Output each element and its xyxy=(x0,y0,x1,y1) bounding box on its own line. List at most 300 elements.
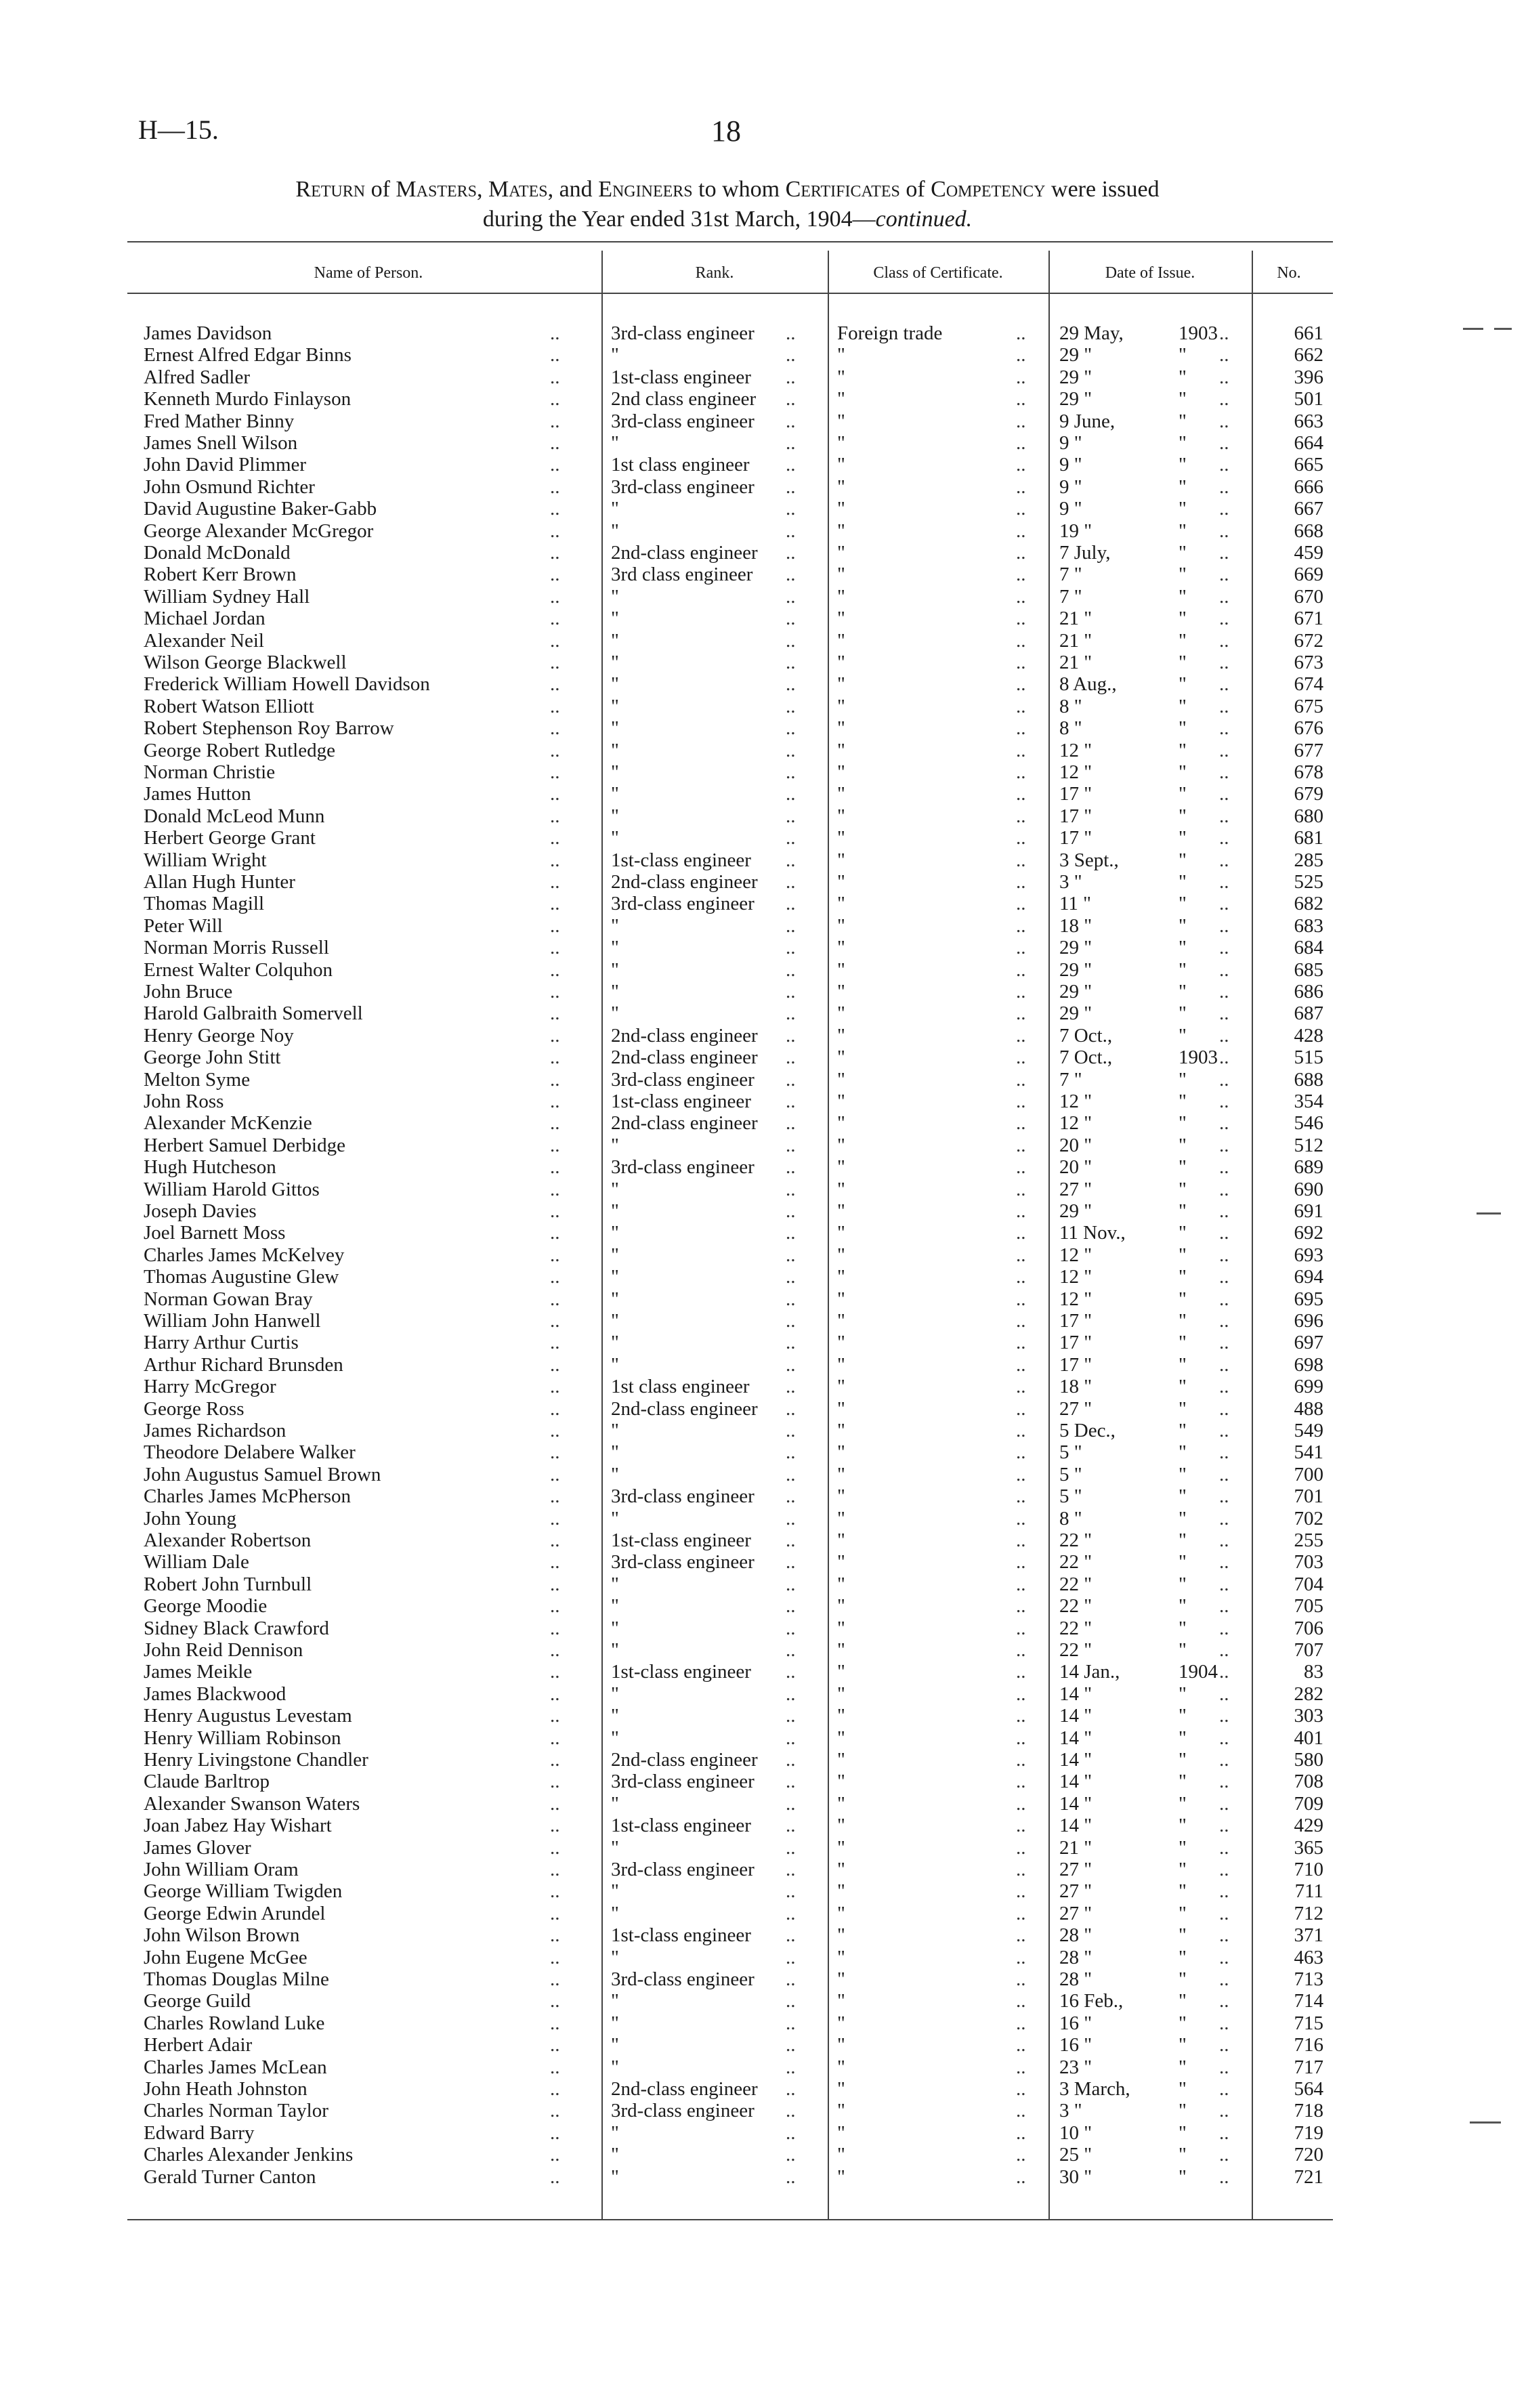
person-name: Henry George Noy xyxy=(144,1024,294,1047)
leader-dots: .. xyxy=(1016,454,1026,476)
certificate-class-cell: " xyxy=(837,454,845,476)
table-row xyxy=(0,454,1528,476)
certificate-number-cell: 665 xyxy=(1294,454,1323,476)
issue-year-cell: " xyxy=(1179,498,1187,520)
certificate-class-cell: " xyxy=(837,432,845,454)
issue-year-cell: " xyxy=(1179,652,1187,673)
issue-date-cell: 29 " xyxy=(1059,388,1092,410)
certificate-class-cell: " xyxy=(837,1485,845,1508)
certificate-class-cell: " xyxy=(837,1420,845,1441)
issue-year-cell: " xyxy=(1179,1353,1187,1376)
table-row xyxy=(0,1441,1528,1463)
leader-dots: .. xyxy=(786,1507,796,1529)
certificate-number-cell: 285 xyxy=(1294,849,1323,871)
table-row xyxy=(0,1639,1528,1661)
issue-date-cell: 28 " xyxy=(1059,1924,1092,1947)
issue-year-cell: " xyxy=(1179,1836,1187,1859)
leader-dots: .. xyxy=(550,1353,560,1376)
leader-dots: .. xyxy=(1219,1639,1229,1661)
leader-dots: .. xyxy=(1016,2034,1026,2056)
rank-cell: " xyxy=(611,673,619,696)
certificate-class-cell: " xyxy=(837,1178,845,1200)
leader-dots: .. xyxy=(1016,1353,1026,1376)
leader-dots: .. xyxy=(550,498,560,520)
issue-date-cell: 5 Dec., xyxy=(1059,1420,1116,1441)
person-name: William Harold Gittos xyxy=(144,1178,320,1200)
issue-year-cell: " xyxy=(1179,1091,1187,1112)
leader-dots: .. xyxy=(786,542,796,564)
issue-year-cell: " xyxy=(1179,1068,1187,1091)
leader-dots: .. xyxy=(1016,1332,1026,1354)
leader-dots: .. xyxy=(1219,1266,1229,1288)
rank-cell: " xyxy=(611,1002,619,1025)
rank-cell: " xyxy=(611,2144,619,2166)
certificate-class-cell: " xyxy=(837,1332,845,1354)
certificate-number-cell: 701 xyxy=(1294,1485,1323,1508)
table-row xyxy=(0,2100,1528,2121)
issue-year-cell: " xyxy=(1179,937,1187,959)
leader-dots: .. xyxy=(550,542,560,564)
leader-dots: .. xyxy=(550,783,560,805)
table-row xyxy=(0,1573,1528,1595)
certificate-class-cell: " xyxy=(837,1617,845,1639)
table-row xyxy=(0,1069,1528,1091)
certificate-class-cell: " xyxy=(837,366,845,388)
leader-dots: .. xyxy=(786,1397,796,1420)
certificate-class-cell: " xyxy=(837,1924,845,1947)
table-row xyxy=(0,1661,1528,1683)
leader-dots: .. xyxy=(550,849,560,871)
leader-dots: .. xyxy=(550,1880,560,1903)
leader-dots: .. xyxy=(1219,2144,1229,2166)
person-name: Charles Rowland Luke xyxy=(144,2012,325,2034)
rank-cell: " xyxy=(611,914,619,937)
table-row xyxy=(0,696,1528,717)
issue-date-cell: 27 " xyxy=(1059,1178,1092,1200)
leader-dots: .. xyxy=(786,761,796,783)
issue-date-cell: 7 " xyxy=(1059,585,1082,608)
issue-year-cell: " xyxy=(1179,783,1187,805)
issue-date-cell: 7 " xyxy=(1059,564,1082,586)
issue-date-cell: 28 " xyxy=(1059,1968,1092,1990)
certificate-number-cell: 676 xyxy=(1294,717,1323,740)
leader-dots: .. xyxy=(786,1946,796,1968)
rank-cell: 3rd-class engineer xyxy=(611,1068,755,1091)
certificate-number-cell: 515 xyxy=(1294,1047,1323,1069)
leader-dots: .. xyxy=(786,893,796,915)
issue-date-cell: 18 " xyxy=(1059,914,1092,937)
person-name: George John Stitt xyxy=(144,1047,281,1069)
issue-date-cell: 18 " xyxy=(1059,1376,1092,1398)
issue-year-cell: " xyxy=(1179,1200,1187,1222)
leader-dots: .. xyxy=(786,454,796,476)
issue-date-cell: 7 Oct., xyxy=(1059,1047,1113,1069)
certificate-class-cell: " xyxy=(837,717,845,740)
table-row xyxy=(0,959,1528,981)
leader-dots: .. xyxy=(1219,1134,1229,1156)
leader-dots: .. xyxy=(1219,1024,1229,1047)
certificate-class-cell: " xyxy=(837,673,845,696)
leader-dots: .. xyxy=(550,673,560,696)
leader-dots: .. xyxy=(786,1551,796,1573)
person-name: Norman Gowan Bray xyxy=(144,1288,313,1310)
leader-dots: .. xyxy=(550,1551,560,1573)
issue-date-cell: 29 " xyxy=(1059,937,1092,959)
leader-dots: .. xyxy=(786,2100,796,2122)
leader-dots: .. xyxy=(550,1376,560,1398)
certificate-class-cell: " xyxy=(837,1068,845,1091)
issue-year-cell: " xyxy=(1179,739,1187,761)
leader-dots: .. xyxy=(1219,739,1229,761)
certificate-number-cell: 541 xyxy=(1294,1441,1323,1464)
certificate-class-cell: " xyxy=(837,1595,845,1618)
rank-cell: 3rd-class engineer xyxy=(611,893,755,915)
certificate-number-cell: 680 xyxy=(1294,805,1323,827)
certificate-number-cell: 580 xyxy=(1294,1749,1323,1771)
leader-dots: .. xyxy=(1016,849,1026,871)
leader-dots: .. xyxy=(1016,608,1026,630)
leader-dots: .. xyxy=(1016,739,1026,761)
leader-dots: .. xyxy=(786,1002,796,1025)
certificate-class-cell: " xyxy=(837,1244,845,1266)
leader-dots: .. xyxy=(786,1727,796,1749)
leader-dots: .. xyxy=(1219,564,1229,586)
certificate-class-cell: " xyxy=(837,542,845,564)
rank-cell: 1st-class engineer xyxy=(611,1924,751,1947)
issue-date-cell: 12 " xyxy=(1059,1266,1092,1288)
certificate-number-cell: 721 xyxy=(1294,2166,1323,2188)
issue-year-cell: " xyxy=(1179,1792,1187,1815)
issue-year-cell: " xyxy=(1179,564,1187,586)
leader-dots: .. xyxy=(550,805,560,827)
leader-dots: .. xyxy=(550,2012,560,2034)
leader-dots: .. xyxy=(786,981,796,1002)
issue-date-cell: 29 " xyxy=(1059,958,1092,981)
issue-date-cell: 3 " xyxy=(1059,2100,1082,2122)
table-row xyxy=(0,1529,1528,1551)
certificate-class-cell: " xyxy=(837,1749,845,1771)
person-name: Charles Alexander Jenkins xyxy=(144,2144,354,2166)
table-row xyxy=(0,366,1528,388)
leader-dots: .. xyxy=(550,1771,560,1793)
issue-year-cell: " xyxy=(1179,1946,1187,1968)
leader-dots: .. xyxy=(1219,1200,1229,1222)
rank-cell: " xyxy=(611,432,619,454)
certificate-class-cell: " xyxy=(837,1683,845,1705)
certificate-class-cell: " xyxy=(837,2144,845,2166)
certificate-number-cell: 687 xyxy=(1294,1002,1323,1025)
rank-cell: " xyxy=(611,2166,619,2188)
table-row xyxy=(0,652,1528,673)
leader-dots: .. xyxy=(1219,958,1229,981)
issue-year-cell: " xyxy=(1179,1924,1187,1947)
rank-cell: 2nd-class engineer xyxy=(611,2078,758,2100)
leader-dots: .. xyxy=(786,1288,796,1310)
certificate-number-cell: 718 xyxy=(1294,2100,1323,2122)
rank-cell: 3rd-class engineer xyxy=(611,2100,755,2122)
leader-dots: .. xyxy=(786,322,796,344)
certificate-number-cell: 705 xyxy=(1294,1595,1323,1618)
issue-year-cell: " xyxy=(1179,1397,1187,1420)
certificate-class-cell: " xyxy=(837,1771,845,1793)
table-row xyxy=(0,1179,1528,1200)
leader-dots: .. xyxy=(1219,805,1229,827)
certificate-number-cell: 672 xyxy=(1294,629,1323,652)
leader-dots: .. xyxy=(1016,520,1026,542)
leader-dots: .. xyxy=(786,1332,796,1354)
rank-cell: 2nd-class engineer xyxy=(611,1047,758,1069)
table-row xyxy=(0,1310,1528,1332)
leader-dots: .. xyxy=(1016,432,1026,454)
certificate-number-cell: 255 xyxy=(1294,1529,1323,1551)
person-name: Joseph Davies xyxy=(144,1200,257,1222)
leader-dots: .. xyxy=(1219,432,1229,454)
rank-cell: " xyxy=(611,585,619,608)
leader-dots: .. xyxy=(1219,1573,1229,1595)
leader-dots: .. xyxy=(1219,1902,1229,1924)
leader-dots: .. xyxy=(786,1420,796,1441)
leader-dots: .. xyxy=(550,2166,560,2188)
person-name: John Eugene McGee xyxy=(144,1946,307,1968)
issue-date-cell: 29 May, xyxy=(1059,322,1124,344)
person-name: Joel Barnett Moss xyxy=(144,1222,286,1244)
leader-dots: .. xyxy=(786,1617,796,1639)
leader-dots: .. xyxy=(550,871,560,893)
person-name: Theodore Delabere Walker xyxy=(144,1441,356,1464)
leader-dots: .. xyxy=(1016,366,1026,388)
leader-dots: .. xyxy=(786,1661,796,1683)
certificate-class-cell: " xyxy=(837,652,845,673)
rank-cell: " xyxy=(611,827,619,849)
certificate-class-cell: " xyxy=(837,981,845,1002)
issue-date-cell: 5 " xyxy=(1059,1463,1082,1485)
certificate-number-cell: 83 xyxy=(1304,1661,1323,1683)
certificate-number-cell: 715 xyxy=(1294,2012,1323,2034)
certificate-number-cell: 664 xyxy=(1294,432,1323,454)
leader-dots: .. xyxy=(1219,1353,1229,1376)
person-name: George William Twigden xyxy=(144,1880,343,1903)
leader-dots: .. xyxy=(550,1397,560,1420)
rank-cell: " xyxy=(611,1990,619,2012)
person-name: William John Hanwell xyxy=(144,1310,321,1332)
leader-dots: .. xyxy=(786,958,796,981)
certificate-class-cell: " xyxy=(837,1705,845,1727)
certificate-number-cell: 662 xyxy=(1294,344,1323,366)
issue-date-cell: 8 " xyxy=(1059,1507,1082,1529)
issue-year-cell: " xyxy=(1179,2144,1187,2166)
certificate-number-cell: 713 xyxy=(1294,1968,1323,1990)
leader-dots: .. xyxy=(1219,1068,1229,1091)
leader-dots: .. xyxy=(550,1068,560,1091)
leader-dots: .. xyxy=(786,2034,796,2056)
leader-dots: .. xyxy=(550,476,560,498)
leader-dots: .. xyxy=(1016,1047,1026,1069)
leader-dots: .. xyxy=(1219,476,1229,498)
leader-dots: .. xyxy=(786,629,796,652)
person-name: Norman Morris Russell xyxy=(144,937,329,959)
leader-dots: .. xyxy=(550,608,560,630)
rank-cell: " xyxy=(611,1683,619,1705)
table-row xyxy=(0,1837,1528,1859)
rank-cell: " xyxy=(611,1792,619,1815)
leader-dots: .. xyxy=(786,1200,796,1222)
leader-dots: .. xyxy=(550,520,560,542)
issue-date-cell: 22 " xyxy=(1059,1595,1092,1618)
certificate-class-cell: " xyxy=(837,1880,845,1903)
issue-year-cell: " xyxy=(1179,2012,1187,2034)
leader-dots: .. xyxy=(786,1485,796,1508)
leader-dots: .. xyxy=(786,1968,796,1990)
person-name: Michael Jordan xyxy=(144,608,266,630)
issue-date-cell: 7 Oct., xyxy=(1059,1024,1113,1047)
issue-year-cell: " xyxy=(1179,761,1187,783)
person-name: Donald McLeod Munn xyxy=(144,805,325,827)
leader-dots: .. xyxy=(786,498,796,520)
leader-dots: .. xyxy=(1219,1178,1229,1200)
leader-dots: .. xyxy=(550,366,560,388)
rank-cell: " xyxy=(611,2012,619,2034)
person-name: John Wilson Brown xyxy=(144,1924,300,1947)
table-row xyxy=(0,1288,1528,1310)
certificate-class-cell: " xyxy=(837,1968,845,1990)
certificate-class-cell: " xyxy=(837,1222,845,1244)
issue-year-cell: " xyxy=(1179,1815,1187,1837)
certificate-number-cell: 673 xyxy=(1294,652,1323,673)
leader-dots: .. xyxy=(1219,1836,1229,1859)
leader-dots: .. xyxy=(550,1200,560,1222)
leader-dots: .. xyxy=(1016,1749,1026,1771)
certificate-class-cell: " xyxy=(837,1639,845,1661)
leader-dots: .. xyxy=(786,366,796,388)
leader-dots: .. xyxy=(550,1441,560,1464)
rank-cell: " xyxy=(611,608,619,630)
rank-cell: " xyxy=(611,1441,619,1464)
issue-year-cell: " xyxy=(1179,1771,1187,1793)
person-name: Alexander Robertson xyxy=(144,1529,312,1551)
leader-dots: .. xyxy=(550,388,560,410)
issue-year-cell: " xyxy=(1179,1332,1187,1354)
leader-dots: .. xyxy=(1016,1178,1026,1200)
issue-date-cell: 16 " xyxy=(1059,2012,1092,2034)
table-row xyxy=(0,2034,1528,2056)
person-name: Charles James McLean xyxy=(144,2056,327,2078)
leader-dots: .. xyxy=(550,1002,560,1025)
table-row xyxy=(0,410,1528,432)
leader-dots: .. xyxy=(550,761,560,783)
person-name: Alexander McKenzie xyxy=(144,1112,312,1135)
leader-dots: .. xyxy=(550,344,560,366)
table-row xyxy=(0,1903,1528,1924)
person-name: Herbert Samuel Derbidge xyxy=(144,1134,345,1156)
leader-dots: .. xyxy=(1219,585,1229,608)
certificate-class-cell: " xyxy=(837,1792,845,1815)
issue-year-cell: " xyxy=(1179,1310,1187,1332)
issue-date-cell: 29 " xyxy=(1059,1002,1092,1025)
certificate-number-cell: 685 xyxy=(1294,958,1323,981)
leader-dots: .. xyxy=(786,2012,796,2034)
issue-year-cell: " xyxy=(1179,2034,1187,2056)
leader-dots: .. xyxy=(1016,1880,1026,1903)
certificate-class-cell: " xyxy=(837,1134,845,1156)
column-header-no: No. xyxy=(1277,264,1301,282)
issue-year-cell: " xyxy=(1179,520,1187,542)
issue-year-cell: " xyxy=(1179,958,1187,981)
certificate-number-cell: 703 xyxy=(1294,1551,1323,1573)
certificate-number-cell: 463 xyxy=(1294,1946,1323,1968)
leader-dots: .. xyxy=(1016,1792,1026,1815)
leader-dots: .. xyxy=(550,454,560,476)
leader-dots: .. xyxy=(1219,1244,1229,1266)
issue-year-cell: " xyxy=(1179,366,1187,388)
leader-dots: .. xyxy=(1219,783,1229,805)
issue-date-cell: 23 " xyxy=(1059,2056,1092,2078)
certificate-number-cell: 714 xyxy=(1294,1990,1323,2012)
rank-cell: " xyxy=(611,1222,619,1244)
leader-dots: .. xyxy=(1219,629,1229,652)
certificate-class-cell: " xyxy=(837,2166,845,2188)
rank-cell: " xyxy=(611,629,619,652)
certificate-number-cell: 564 xyxy=(1294,2078,1323,2100)
rank-cell: 2nd-class engineer xyxy=(611,542,758,564)
issue-date-cell: 10 " xyxy=(1059,2121,1092,2144)
rank-cell: " xyxy=(611,1134,619,1156)
leader-dots: .. xyxy=(1016,1024,1026,1047)
rank-cell: " xyxy=(611,739,619,761)
table-row xyxy=(0,1222,1528,1244)
rank-cell: 1st class engineer xyxy=(611,1376,750,1398)
rank-cell: 3rd-class engineer xyxy=(611,322,755,344)
leader-dots: .. xyxy=(1016,410,1026,432)
issue-date-cell: 16 Feb., xyxy=(1059,1990,1124,2012)
leader-dots: .. xyxy=(1219,608,1229,630)
issue-date-cell: 22 " xyxy=(1059,1529,1092,1551)
rank-cell: " xyxy=(611,1836,619,1859)
leader-dots: .. xyxy=(786,937,796,959)
leader-dots: .. xyxy=(786,914,796,937)
table-row xyxy=(0,1947,1528,1968)
leader-dots: .. xyxy=(550,1749,560,1771)
rank-cell: 2nd-class engineer xyxy=(611,871,758,893)
person-name: William Sydney Hall xyxy=(144,585,310,608)
person-name: James Blackwood xyxy=(144,1683,286,1705)
table-row xyxy=(0,1595,1528,1617)
issue-year-cell: " xyxy=(1179,1683,1187,1705)
certificate-number-cell: 710 xyxy=(1294,1859,1323,1880)
leader-dots: .. xyxy=(1219,849,1229,871)
leader-dots: .. xyxy=(550,1815,560,1837)
table-row xyxy=(0,542,1528,564)
leader-dots: .. xyxy=(786,388,796,410)
leader-dots: .. xyxy=(550,1178,560,1200)
issue-year-cell: " xyxy=(1179,914,1187,937)
margin-mark xyxy=(1477,1212,1501,1214)
leader-dots: .. xyxy=(1016,1376,1026,1398)
leader-dots: .. xyxy=(786,608,796,630)
leader-dots: .. xyxy=(1219,542,1229,564)
person-name: William Dale xyxy=(144,1551,249,1573)
table-row xyxy=(0,2166,1528,2188)
table-row xyxy=(0,1683,1528,1705)
leader-dots: .. xyxy=(1219,1617,1229,1639)
table-row xyxy=(0,1508,1528,1529)
leader-dots: .. xyxy=(1016,695,1026,717)
issue-date-cell: 12 " xyxy=(1059,1288,1092,1310)
leader-dots: .. xyxy=(786,871,796,893)
certificate-class-cell: " xyxy=(837,893,845,915)
leader-dots: .. xyxy=(1219,827,1229,849)
person-name: Fred Mather Binny xyxy=(144,410,295,432)
leader-dots: .. xyxy=(1219,498,1229,520)
